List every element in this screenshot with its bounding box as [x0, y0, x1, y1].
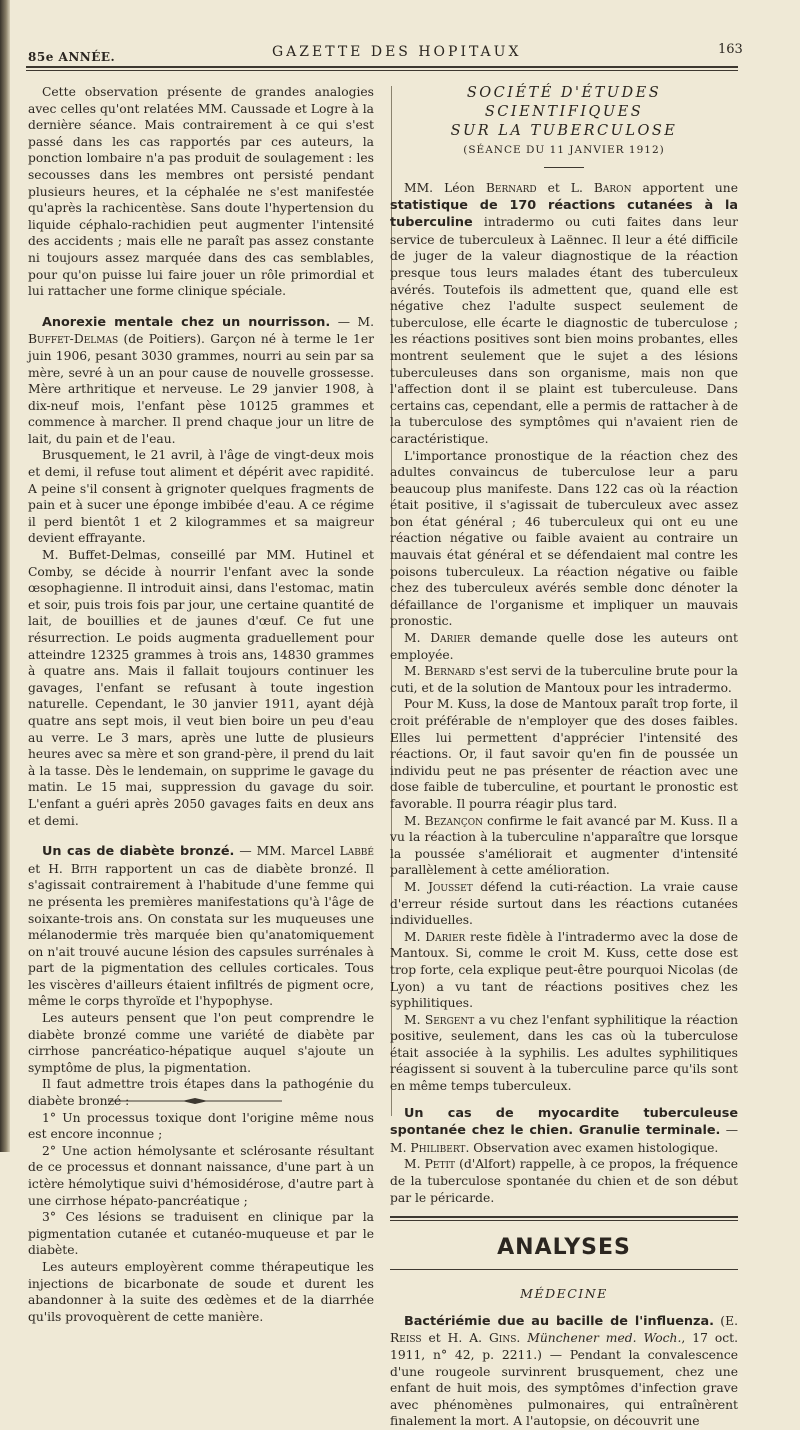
- diabete-text-1: rapportent un cas de diabète bronzé. Il s'agissait contrairement à l'habitude d'une femme qui ne présenta les premières manifestations qu'à l'âge de soixante-trois ans. On constata sur les muqueuses une mélanodermie très marquée bien qu'anatomiquement on n'ait trouvé aucune lésion des capsules surrénales à part de la pigmentation des cellules corticales. Tous les viscères d'ailleurs étaient infiltrés de pigment ocre, même le corps thyroïde et l'hypophyse.: [28, 861, 374, 1009]
- author-gins: Gins: [488, 1331, 517, 1346]
- bact-ref-b: et H. A.: [421, 1331, 489, 1346]
- author-philibert: Philibert: [410, 1140, 466, 1155]
- society-paragraph-4: [390, 663, 738, 696]
- p1-mid-2: apportent une: [631, 181, 738, 195]
- p3-prefix: M.: [404, 631, 431, 646]
- p6-text: confirme le fait avancé par M. Kuss. Il a vu la réaction à la tuberculine n'apparaître que lorsque la poussée s'améliorait et augmenter d'intensité parallèlement à cette amélioration.: [390, 813, 738, 878]
- bacteriemie-title: Bactériémie due au bacille de l'influenza.: [404, 1313, 714, 1329]
- p10-prefix: M.: [404, 1157, 425, 1172]
- year-label: 85e ANNÉE.: [28, 50, 116, 64]
- diabete-paragraph-1: [28, 843, 374, 1010]
- p8-prefix: M.: [404, 929, 426, 944]
- diabete-list-item-1: 1° Un processus toxique dont l'origine même nous est encore inconnue ;: [28, 1110, 374, 1142]
- header-rule-thin: [26, 70, 738, 71]
- society-paragraph-6: [390, 813, 738, 879]
- anorexie-paragraph-2: Brusquement, le 21 avril, à l'âge de vingt-deux mois et demi, il refuse tout aliment et dépérit avec rapidité. A peine s'il consent à grignoter quelques fragments de pain et à sucer une éponge imbibée d'eau. A ce régime il perd bientôt 1 et 2 kilogrammes et sa maigreur devient effrayante.: [28, 448, 374, 546]
- header-rule: [26, 66, 738, 68]
- p1-text: intradermo ou cuti faites dans leur service de tuberculeux à Laënnec. Il leur a été difficile de juger de la valeur diagnostique de la réaction presque tous leurs malades étant des tuberculeux avérés. Toutefois ils admettent que, quand elle est négative chez l'adulte suspect seulement de tuberculose, elle écarte le diagnostic de tuberculose ; les réactions positives sont bien moins probantes, elles montrent seulement que le sujet a des lésions tuberculeuses dans son organisme, mais non que l'affection dont il se plaint est tuberculeuse. Dans certains cas, cependant, elle a permis de rattacher à de la tuberculose des symptômes qui n'avaient rien de caractéristique.: [390, 215, 738, 446]
- society-paragraph-2: L'importance pronostique de la réaction chez des adultes convaincus de tuberculose leur a paru beaucoup plus manifeste. Dans 122 cas où la réaction était positive, il s'agissait de tuberculeux avec assez bon état général ; 46 tuberculeux qui ont eu une réaction négative ou faible avaient au contraire un mauvais état général et se défendaient mal contre les poisons tuberculeux. La réaction négative ou faible chez des tuberculeux avérés semble donc dénoter la défaillance de l'organisme et impliquer un mauvais pronostic.: [390, 448, 738, 629]
- bacteriemie-paragraph: [390, 1313, 738, 1430]
- author-petit: Petit: [424, 1157, 456, 1172]
- author-bezancon: Bezançon: [424, 813, 483, 828]
- page-number: 163: [718, 42, 743, 57]
- author-baron: Baron: [593, 181, 632, 195]
- p1-prefix: MM. Léon: [404, 181, 486, 195]
- end-ornament: [108, 1097, 282, 1105]
- p4-text: s'est servi de la tuberculine brute pour la cuti, et de la solution de Mantoux pour les intradermo.: [390, 664, 738, 695]
- p4-prefix: M.: [404, 664, 425, 679]
- anorexie-author: Buffet-Delmas: [28, 332, 119, 347]
- right-column: [390, 84, 738, 1430]
- analyses-rule: [390, 1216, 738, 1218]
- diabete-list-item-2: 2° Une action hémolysante et sclérosante résultant de ce processus et donnant naissance, d'une part à un ictère hémolytique suivi d'hémosidérose, d'autre part à une cirrhose hépato-pancréatique ;: [28, 1143, 374, 1208]
- left-column: [28, 84, 374, 1325]
- bact-ref-c: .: [516, 1331, 528, 1346]
- author-bernard-2: Bernard: [424, 664, 476, 679]
- society-title-line-2: SUR LA TUBERCULOSE: [450, 123, 678, 139]
- author-darier-2: Darier: [425, 929, 466, 944]
- anorexie-paragraph-3: M. Buffet-Delmas, conseillé par MM. Hutinel et Comby, se décide à nourrir l'enfant avec la sonde œsophagienne. Il introduit ainsi, dans l'estomac, matin et soir, puis trois fois par jour, une certaine quantité de lait, de bouillies et de jaunes d'œuf. Ce fut une résurrection. Le poids augmenta graduellement pour atteindre 12325 grammes à trois ans, 14830 grammes à quatre ans. Mais il fallait toujours continuer les gavages, l'enfant se refusant à toute ingestion naturelle. Cependant, le 30 janvier 1911, ayant déjà quatre ans sept mois, il veut bien boire un peu d'eau au verre. Le 3 mars, après une lutte de plusieurs heures avec sa mère et son grand-père, il prend du lait à la tasse. Dès le lendemain, on supprime le gavage du matin. Le 15 mai, suppression du gavage du soir. L'enfant a guéri après 2050 gavages faits en deux ans et demi.: [28, 548, 374, 828]
- anorexie-text-1: (de Poitiers). Garçon né à terme le 1er juin 1906, pesant 3030 grammes, nourri au sein par sa mère, sevré à un an pour cause de nouvelle grossesse. Mère arthritique et nerveuse. Le 29 janvier 1908, à dix-neuf mois, l'enfant pèse 10125 grammes et commence à marcher. Il prend chaque jour un litre de lait, du pain et de l'eau.: [28, 332, 374, 446]
- diabete-list-item-3: 3° Ces lésions se traduisent en clinique par la pigmentation cutanée et cutanéo-muqueuse et par le diabète.: [28, 1210, 374, 1258]
- journal-title: GAZETTE DES HOPITAUX: [272, 44, 522, 60]
- society-paragraph-1: [390, 180, 738, 448]
- p3-text: demande quelle dose les auteurs ont employée.: [390, 631, 738, 662]
- statistique-heading: statistique de 170 réactions cutanées à la tuberculine: [390, 197, 738, 231]
- p9-prefix: M.: [404, 1012, 425, 1027]
- binding-spine: [0, 0, 10, 1152]
- bact-ref-d: , 17 oct. 1911, n° 42, p. 2211.): [390, 1331, 738, 1362]
- society-paragraph-10: [390, 1156, 738, 1206]
- diabete-paragraph-3: Il faut admettre trois étapes dans la pathogénie du diabète bronzé :: [28, 1077, 374, 1109]
- diabete-author-2: Bith: [70, 861, 98, 876]
- author-darier: Darier: [430, 631, 471, 646]
- author-bernard: Bernard: [485, 181, 537, 195]
- society-paragraph-7: [390, 879, 738, 929]
- anorexie-dash: — M.: [330, 314, 374, 329]
- medecine-subheading: MÉDECINE: [520, 1286, 608, 1302]
- p9-text: a vu chez l'enfant syphilitique la réaction positive, seulement, dans les cas où la tuberculose était associée à la syphilis. Les adultes syphilitiques réagissent si souvent à la tuberculine parce qu'ils sont en même temps tuberculeux.: [390, 1012, 738, 1094]
- p10-text: (d'Alfort) rappelle, à ce propos, la fréquence de la tuberculose spontanée du chien et de son début par le péricarde.: [390, 1157, 738, 1205]
- p7-text: défend la cuti-réaction. La vraie cause d'erreur réside surtout dans les réactions cutanées individuelles.: [390, 879, 738, 928]
- intro-paragraph: Cette observation présente de grandes analogies avec celles qu'ont relatées MM. Caussade et Logre à la dernière séance. Mais contrairement à ce qui s'est passé dans les cas rapportés par ces auteurs, la ponction lombaire n'a pas produit de soulagement : les secousses dans les membres ont persisté pendant plusieurs heures, et la céphalée ne s'est manifestée qu'après la rachicentèse. Sans doute l'hypertension du liquide céphalo-rachidien peut augmenter l'intensité des accidents ; mais elle ne paraît pas assez constante ni toujours assez marquée dans des cas semblables, pour qu'on puisse lui faire jouer un rôle primordial et lui rattacher une forme clinique spéciale.: [28, 85, 374, 299]
- section-rule: [544, 167, 584, 168]
- diabete-author-1: Labbé: [339, 844, 374, 859]
- session-date: (SÉANCE DU 11 JANVIER 1912): [463, 144, 665, 156]
- diabete-and: et H.: [28, 861, 71, 876]
- myocardite-text: . Observation avec examen histologique.: [465, 1140, 719, 1155]
- diabete-dash: — MM. Marcel: [234, 844, 340, 859]
- society-paragraph-5: Pour M. Kuss, la dose de Mantoux paraît trop forte, il croit préférable de n'employer que des doses faibles. Elles lui permettent d'apprécier l'intensité des réactions. Or, il faut savoir qu'en fin de poussée un individu peut ne pas présenter de réaction avec une dose faible de tuberculine, et pourtant le pronostic est favorable. Il pourra réagir plus tard.: [390, 697, 738, 811]
- p6-prefix: M.: [404, 813, 425, 828]
- society-paragraph-8: [390, 929, 738, 1012]
- diabete-paragraph-2: Les auteurs pensent que l'on peut comprendre le diabète bronzé comme une variété de diabète par cirrhose pancréatico-hépatique auquel s'ajoute un symptôme de plus, la pigmentation.: [28, 1011, 374, 1075]
- p1-mid: et L.: [536, 181, 594, 195]
- analyses-rule-bottom: [390, 1269, 738, 1270]
- society-paragraph-9: [390, 1012, 738, 1095]
- myocardite-title: Un cas de myocardite tuberculeuse spontanée chez le chien. Granulie terminale.: [390, 1105, 738, 1139]
- bact-ref-a: (E.: [713, 1313, 738, 1328]
- author-reiss: Reiss: [390, 1331, 422, 1346]
- p8-text: reste fidèle à l'intradermo avec la dose de Mantoux. Si, comme le croit M. Kuss, cette dose est trop forte, cela explique peut-être pourquoi Nicolas (de Lyon) a vu tant de réactions positives chez les syphilitiques.: [390, 929, 738, 1011]
- anorexie-title: Anorexie mentale chez un nourrisson.: [42, 314, 331, 330]
- myocardite-paragraph: [390, 1105, 738, 1157]
- journal-name: Münchener med. Woch.: [527, 1331, 682, 1346]
- diabete-title: Un cas de diabète bronzé.: [42, 844, 235, 860]
- myocardite-dash: — M.: [390, 1123, 738, 1155]
- anorexie-paragraph-1: [28, 314, 374, 448]
- analyses-rule-thin: [390, 1220, 738, 1221]
- author-sergent: Sergent: [424, 1012, 475, 1027]
- author-jousset: Jousset: [428, 879, 473, 894]
- bact-text: — Pendant la convalescence d'une rougeole survinrent brusquement, chez une enfant de huit mois, des symptômes d'infection grave avec phénomènes pulmonaires, qui entraînèrent finalement la mort. A l'autopsie, on découvrit une: [390, 1348, 738, 1429]
- diabete-paragraph-4: Les auteurs employèrent comme thérapeutique les injections de bicarbonate de soude et durent les abandonner à la suite des œdèmes et de la diarrhée qu'ils provoquèrent de cette manière.: [28, 1259, 374, 1324]
- society-paragraph-3: [390, 630, 738, 663]
- p7-prefix: M.: [404, 879, 429, 894]
- society-title-line-1: SOCIÉTÉ D'ÉTUDES SCIENTIFIQUES: [466, 85, 662, 120]
- analyses-heading: ANALYSES: [497, 1235, 631, 1261]
